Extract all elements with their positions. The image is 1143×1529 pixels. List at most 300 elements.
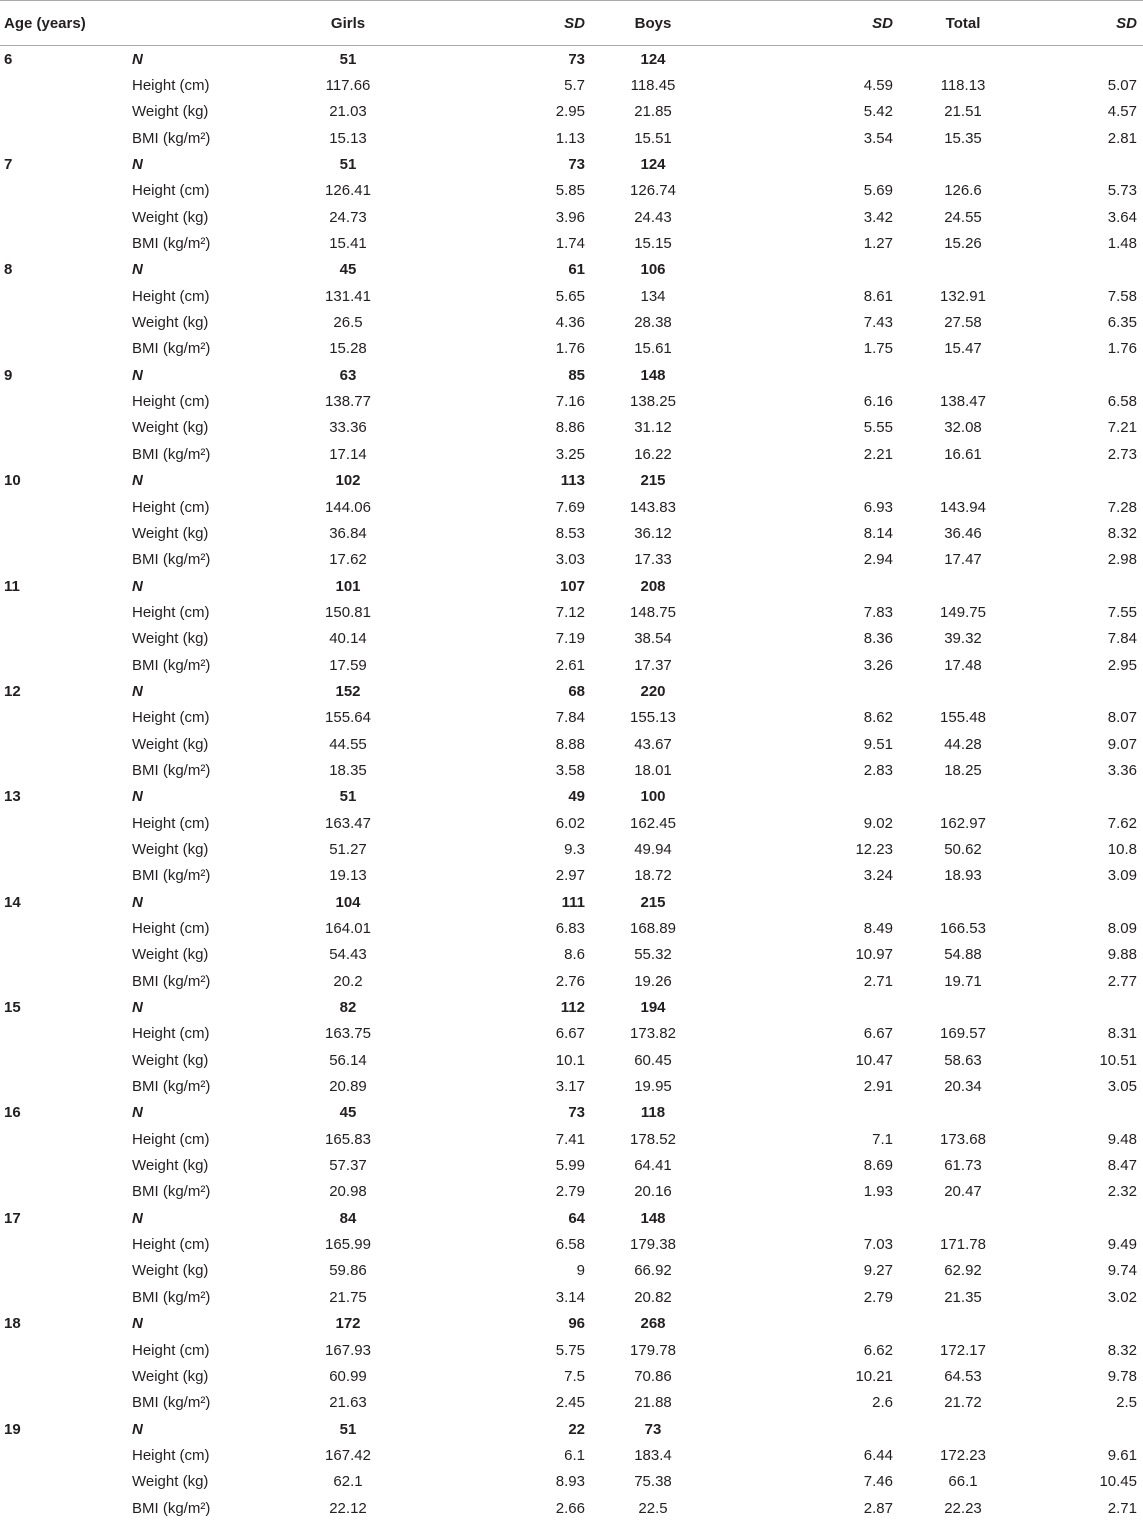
- n-girls-cell: 45: [339, 1104, 357, 1122]
- height-girls-cell: 126.41: [325, 182, 371, 200]
- n-label: N: [132, 1104, 143, 1122]
- n-boys-sd-cell: [713, 46, 903, 73]
- bmi-girls-cell: 19.13: [329, 867, 367, 885]
- height-label: Height (cm): [132, 182, 210, 200]
- weight-boys-sd-cell: 5.55: [863, 419, 893, 437]
- age-empty-cell: [0, 1469, 128, 1495]
- n-boys-cell: 124: [640, 156, 666, 174]
- n-total-cell: [903, 151, 1023, 177]
- table-row-n: [0, 151, 1143, 177]
- age-empty-cell: [0, 178, 128, 204]
- n-total-sd-cell: [1023, 573, 1143, 599]
- table-row-n: [0, 573, 1143, 599]
- age-empty-cell: [0, 1126, 128, 1152]
- bmi-boys-sd-cell: 2.83: [863, 761, 893, 779]
- height-total-sd-cell: 8.07: [1107, 709, 1137, 727]
- weight-girls-sd-cell: 3.96: [555, 208, 585, 226]
- n-total-sd-cell: [1023, 1416, 1143, 1442]
- weight-total-sd-cell: 6.35: [1107, 314, 1137, 332]
- bmi-girls-sd-cell: 3.03: [555, 551, 585, 569]
- n-girls-cell: 51: [339, 788, 357, 806]
- height-girls-sd-cell: 7.41: [555, 1130, 585, 1148]
- height-total-cell: 169.57: [940, 1025, 986, 1043]
- weight-boys-sd-cell: 10.97: [855, 946, 893, 964]
- n-boys-cell: 148: [640, 1209, 666, 1227]
- n-total-sd-cell: [1023, 46, 1143, 73]
- bmi-total-cell: 18.93: [944, 867, 982, 885]
- height-label: Height (cm): [132, 1130, 210, 1148]
- height-girls-cell: 138.77: [325, 393, 371, 411]
- height-boys-sd-cell: 7.83: [863, 603, 893, 621]
- n-total-sd-cell: [1023, 1205, 1143, 1231]
- n-label: N: [132, 50, 143, 68]
- weight-total-cell: 27.58: [944, 314, 982, 332]
- age-empty-cell: [0, 1021, 128, 1047]
- weight-total-sd-cell: 9.78: [1107, 1367, 1137, 1385]
- n-label: N: [132, 261, 143, 279]
- weight-boys-sd-cell: 7.43: [863, 314, 893, 332]
- n-total-sd-cell: [1023, 889, 1143, 915]
- n-girls-cell: 51: [339, 50, 357, 68]
- height-boys-cell: 162.45: [630, 814, 676, 832]
- bmi-girls-sd-cell: 2.66: [555, 1499, 585, 1517]
- age-cell: 15: [4, 999, 21, 1017]
- table-row-weight: [0, 99, 1143, 125]
- table-row-n: [0, 46, 1143, 73]
- n-total-sd-cell: [1023, 362, 1143, 388]
- bmi-girls-cell: 17.14: [329, 445, 367, 463]
- weight-boys-cell: 66.92: [634, 1262, 672, 1280]
- n-total-cell: [903, 1311, 1023, 1337]
- height-boys-cell: 143.83: [630, 498, 676, 516]
- bmi-label: BMI (kg/m²): [132, 340, 211, 358]
- bmi-label: BMI (kg/m²): [132, 129, 211, 147]
- height-girls-cell: 167.42: [325, 1446, 371, 1464]
- height-girls-sd-cell: 6.02: [555, 814, 585, 832]
- weight-total-cell: 24.55: [944, 208, 982, 226]
- height-label: Height (cm): [132, 77, 210, 95]
- height-label: Height (cm): [132, 1025, 210, 1043]
- weight-boys-cell: 28.38: [634, 314, 672, 332]
- age-empty-cell: [0, 1258, 128, 1284]
- n-total-cell: [903, 1416, 1023, 1442]
- height-boys-cell: 178.52: [630, 1130, 676, 1148]
- bmi-label: BMI (kg/m²): [132, 551, 211, 569]
- height-total-cell: 166.53: [940, 920, 986, 938]
- weight-girls-cell: 56.14: [329, 1051, 367, 1069]
- bmi-boys-cell: 18.72: [634, 867, 672, 885]
- weight-label: Weight (kg): [132, 1157, 209, 1175]
- height-total-sd-cell: 8.31: [1107, 1025, 1137, 1043]
- weight-total-cell: 32.08: [944, 419, 982, 437]
- n-girls-sd-cell: 73: [568, 50, 585, 68]
- bmi-girls-cell: 20.89: [329, 1078, 367, 1096]
- weight-total-sd-cell: 3.64: [1107, 208, 1137, 226]
- height-boys-cell: 168.89: [630, 920, 676, 938]
- age-empty-cell: [0, 1152, 128, 1178]
- bmi-label: BMI (kg/m²): [132, 1183, 211, 1201]
- height-total-cell: 132.91: [940, 287, 986, 305]
- bmi-label: BMI (kg/m²): [132, 235, 211, 253]
- bmi-girls-cell: 20.98: [329, 1183, 367, 1201]
- table-row-bmi: [0, 1179, 1143, 1205]
- height-boys-sd-cell: 9.02: [863, 814, 893, 832]
- bmi-boys-cell: 17.33: [634, 551, 672, 569]
- weight-label: Weight (kg): [132, 735, 209, 753]
- table-row-bmi: [0, 968, 1143, 994]
- bmi-boys-cell: 15.51: [634, 129, 672, 147]
- bmi-girls-cell: 17.62: [329, 551, 367, 569]
- height-boys-sd-cell: 7.1: [872, 1130, 893, 1148]
- age-empty-cell: [0, 1390, 128, 1416]
- age-empty-cell: [0, 388, 128, 414]
- height-total-cell: 172.17: [940, 1341, 986, 1359]
- bmi-boys-cell: 22.5: [638, 1499, 668, 1517]
- height-label: Height (cm): [132, 1446, 210, 1464]
- table-row-n: [0, 1100, 1143, 1126]
- weight-label: Weight (kg): [132, 524, 209, 542]
- weight-label: Weight (kg): [132, 1473, 209, 1491]
- n-girls-sd-cell: 111: [561, 893, 585, 911]
- bmi-girls-cell: 17.59: [329, 656, 367, 674]
- weight-boys-sd-cell: 5.42: [863, 103, 893, 121]
- table-row-n: [0, 1311, 1143, 1337]
- weight-label: Weight (kg): [132, 208, 209, 226]
- height-girls-cell: 117.66: [325, 77, 371, 95]
- weight-girls-cell: 24.73: [329, 208, 367, 226]
- bmi-total-sd-cell: 3.36: [1107, 761, 1137, 779]
- bmi-boys-sd-cell: 2.21: [863, 445, 893, 463]
- height-total-sd-cell: 7.58: [1107, 287, 1137, 305]
- bmi-boys-cell: 18.01: [634, 761, 672, 779]
- bmi-boys-sd-cell: 1.27: [863, 235, 893, 253]
- n-label: N: [132, 366, 143, 384]
- height-total-cell: 155.48: [940, 709, 986, 727]
- weight-total-sd-cell: 9.88: [1107, 946, 1137, 964]
- bmi-total-cell: 21.35: [944, 1288, 982, 1306]
- header-total: Total: [903, 1, 1023, 46]
- bmi-total-sd-cell: 2.73: [1107, 445, 1137, 463]
- weight-total-cell: 36.46: [944, 524, 982, 542]
- height-label: Height (cm): [132, 498, 210, 516]
- height-boys-cell: 118.45: [630, 77, 676, 95]
- height-girls-sd-cell: 6.58: [555, 1236, 585, 1254]
- height-girls-sd-cell: 6.67: [555, 1025, 585, 1043]
- n-boys-cell: 100: [640, 788, 666, 806]
- table-row-bmi: [0, 1495, 1143, 1521]
- age-empty-cell: [0, 810, 128, 836]
- table-row-weight: [0, 626, 1143, 652]
- height-label: Height (cm): [132, 393, 210, 411]
- table-row-weight: [0, 1469, 1143, 1495]
- weight-total-sd-cell: 10.51: [1099, 1051, 1137, 1069]
- weight-boys-sd-cell: 9.51: [863, 735, 893, 753]
- weight-total-cell: 54.88: [944, 946, 982, 964]
- age-empty-cell: [0, 520, 128, 546]
- n-girls-cell: 104: [335, 893, 361, 911]
- age-empty-cell: [0, 652, 128, 678]
- age-empty-cell: [0, 309, 128, 335]
- table-row-bmi: [0, 230, 1143, 256]
- bmi-girls-cell: 15.28: [329, 340, 367, 358]
- weight-girls-sd-cell: 2.95: [555, 103, 585, 121]
- bmi-girls-sd-cell: 1.74: [555, 235, 585, 253]
- n-boys-sd-cell: [713, 1311, 903, 1337]
- age-cell: 14: [4, 893, 21, 911]
- bmi-label: BMI (kg/m²): [132, 445, 211, 463]
- n-boys-sd-cell: [713, 889, 903, 915]
- height-total-sd-cell: 7.62: [1107, 814, 1137, 832]
- table-row-weight: [0, 731, 1143, 757]
- height-girls-sd-cell: 5.75: [555, 1341, 585, 1359]
- n-label: N: [132, 1420, 143, 1438]
- bmi-girls-cell: 15.13: [329, 129, 367, 147]
- table-header: [0, 1, 1143, 46]
- weight-total-sd-cell: 8.32: [1107, 524, 1137, 542]
- table-row-n: [0, 362, 1143, 388]
- bmi-boys-sd-cell: 3.24: [863, 867, 893, 885]
- n-boys-sd-cell: [713, 257, 903, 283]
- weight-girls-cell: 51.27: [329, 840, 367, 858]
- age-empty-cell: [0, 441, 128, 467]
- weight-girls-cell: 26.5: [333, 314, 363, 332]
- weight-label: Weight (kg): [132, 946, 209, 964]
- height-girls-cell: 163.75: [325, 1025, 371, 1043]
- n-girls-sd-cell: 107: [559, 577, 585, 595]
- n-total-sd-cell: [1023, 1311, 1143, 1337]
- bmi-girls-sd-cell: 1.76: [555, 340, 585, 358]
- n-total-sd-cell: [1023, 678, 1143, 704]
- age-empty-cell: [0, 968, 128, 994]
- age-empty-cell: [0, 836, 128, 862]
- n-label: N: [132, 682, 143, 700]
- height-total-sd-cell: 9.61: [1107, 1446, 1137, 1464]
- table-row-height: [0, 1126, 1143, 1152]
- height-label: Height (cm): [132, 287, 210, 305]
- bmi-total-cell: 17.48: [944, 656, 982, 674]
- height-girls-sd-cell: 7.16: [555, 393, 585, 411]
- age-cell: 12: [4, 682, 21, 700]
- bmi-girls-sd-cell: 3.17: [555, 1078, 585, 1096]
- height-total-cell: 149.75: [940, 603, 986, 621]
- weight-total-sd-cell: 9.07: [1107, 735, 1137, 753]
- height-girls-sd-cell: 5.85: [555, 182, 585, 200]
- header-label-spacer: [128, 1, 288, 46]
- n-total-cell: [903, 468, 1023, 494]
- n-boys-sd-cell: [713, 468, 903, 494]
- weight-boys-cell: 36.12: [634, 524, 672, 542]
- n-label: N: [132, 472, 143, 490]
- height-boys-sd-cell: 8.61: [863, 287, 893, 305]
- n-girls-sd-cell: 49: [568, 788, 585, 806]
- table-row-n: [0, 889, 1143, 915]
- age-cell: 10: [4, 472, 21, 490]
- weight-label: Weight (kg): [132, 314, 209, 332]
- n-girls-cell: 63: [339, 366, 357, 384]
- n-label: N: [132, 1315, 143, 1333]
- weight-boys-sd-cell: 3.42: [863, 208, 893, 226]
- n-girls-cell: 102: [335, 472, 361, 490]
- height-total-cell: 172.23: [940, 1446, 986, 1464]
- weight-boys-cell: 31.12: [634, 419, 672, 437]
- table-row-n: [0, 678, 1143, 704]
- weight-girls-sd-cell: 8.88: [555, 735, 585, 753]
- table-row-height: [0, 1337, 1143, 1363]
- table-row-height: [0, 283, 1143, 309]
- weight-total-cell: 61.73: [944, 1157, 982, 1175]
- bmi-girls-cell: 20.2: [333, 972, 363, 990]
- n-boys-cell: 268: [640, 1315, 666, 1333]
- height-girls-sd-cell: 5.7: [564, 77, 585, 95]
- weight-boys-sd-cell: 9.27: [863, 1262, 893, 1280]
- weight-boys-cell: 49.94: [634, 840, 672, 858]
- bmi-label: BMI (kg/m²): [132, 972, 211, 990]
- table-row-height: [0, 494, 1143, 520]
- height-boys-cell: 138.25: [630, 393, 676, 411]
- weight-boys-sd-cell: 10.21: [855, 1367, 893, 1385]
- age-empty-cell: [0, 731, 128, 757]
- age-empty-cell: [0, 757, 128, 783]
- n-boys-cell: 220: [640, 682, 666, 700]
- age-cell: 18: [4, 1315, 21, 1333]
- n-label: N: [132, 788, 143, 806]
- weight-boys-sd-cell: 8.14: [863, 524, 893, 542]
- height-boys-cell: 173.82: [630, 1025, 676, 1043]
- height-girls-cell: 155.64: [325, 709, 371, 727]
- weight-total-sd-cell: 10.8: [1107, 840, 1137, 858]
- height-girls-cell: 144.06: [325, 498, 371, 516]
- table-row-weight: [0, 204, 1143, 230]
- weight-girls-sd-cell: 9.3: [564, 840, 585, 858]
- age-empty-cell: [0, 599, 128, 625]
- age-empty-cell: [0, 1047, 128, 1073]
- n-girls-cell: 152: [335, 682, 361, 700]
- bmi-boys-sd-cell: 2.79: [863, 1288, 893, 1306]
- height-girls-cell: 165.99: [325, 1236, 371, 1254]
- weight-label: Weight (kg): [132, 840, 209, 858]
- bmi-boys-cell: 21.88: [634, 1394, 672, 1412]
- bmi-boys-cell: 20.82: [634, 1288, 672, 1306]
- weight-girls-sd-cell: 7.5: [564, 1367, 585, 1385]
- age-cell: 17: [4, 1209, 21, 1227]
- height-boys-cell: 148.75: [630, 603, 676, 621]
- weight-total-cell: 62.92: [944, 1262, 982, 1280]
- weight-girls-sd-cell: 9: [576, 1262, 585, 1280]
- table-body: [0, 46, 1143, 1522]
- bmi-girls-sd-cell: 3.58: [555, 761, 585, 779]
- weight-total-cell: 21.51: [944, 103, 982, 121]
- bmi-boys-cell: 16.22: [634, 445, 672, 463]
- n-boys-cell: 208: [640, 577, 666, 595]
- bmi-total-sd-cell: 3.02: [1107, 1288, 1137, 1306]
- weight-label: Weight (kg): [132, 630, 209, 648]
- n-girls-cell: 84: [339, 1209, 357, 1227]
- weight-girls-sd-cell: 10.1: [555, 1051, 585, 1069]
- bmi-boys-sd-cell: 2.71: [863, 972, 893, 990]
- bmi-boys-sd-cell: 2.94: [863, 551, 893, 569]
- table-row-height: [0, 915, 1143, 941]
- n-label: N: [132, 893, 143, 911]
- table-row-n: [0, 784, 1143, 810]
- weight-boys-sd-cell: 8.69: [863, 1157, 893, 1175]
- age-cell: 8: [4, 261, 13, 279]
- weight-total-sd-cell: 8.47: [1107, 1157, 1137, 1175]
- table-row-bmi: [0, 757, 1143, 783]
- age-empty-cell: [0, 1073, 128, 1099]
- height-girls-cell: 150.81: [325, 603, 371, 621]
- weight-boys-cell: 60.45: [634, 1051, 672, 1069]
- bmi-girls-sd-cell: 2.61: [555, 656, 585, 674]
- table-row-height: [0, 388, 1143, 414]
- bmi-label: BMI (kg/m²): [132, 656, 211, 674]
- n-boys-sd-cell: [713, 573, 903, 599]
- bmi-total-cell: 20.47: [944, 1183, 982, 1201]
- age-empty-cell: [0, 336, 128, 362]
- weight-boys-cell: 43.67: [634, 735, 672, 753]
- weight-boys-cell: 38.54: [634, 630, 672, 648]
- age-empty-cell: [0, 1231, 128, 1257]
- weight-boys-cell: 21.85: [634, 103, 672, 121]
- bmi-total-sd-cell: 2.95: [1107, 656, 1137, 674]
- height-girls-sd-cell: 6.83: [555, 920, 585, 938]
- table-row-height: [0, 72, 1143, 98]
- n-total-cell: [903, 1205, 1023, 1231]
- table-row-n: [0, 1205, 1143, 1231]
- height-boys-cell: 155.13: [630, 709, 676, 727]
- height-label: Height (cm): [132, 709, 210, 727]
- bmi-boys-cell: 19.26: [634, 972, 672, 990]
- bmi-boys-sd-cell: 2.6: [872, 1394, 893, 1412]
- weight-boys-sd-cell: 10.47: [855, 1051, 893, 1069]
- age-empty-cell: [0, 547, 128, 573]
- bmi-boys-sd-cell: 3.26: [863, 656, 893, 674]
- height-boys-sd-cell: 6.62: [863, 1341, 893, 1359]
- bmi-girls-cell: 21.75: [329, 1288, 367, 1306]
- bmi-boys-cell: 15.61: [634, 340, 672, 358]
- height-total-cell: 173.68: [940, 1130, 986, 1148]
- bmi-total-sd-cell: 2.77: [1107, 972, 1137, 990]
- bmi-total-cell: 15.47: [944, 340, 982, 358]
- weight-girls-cell: 21.03: [329, 103, 367, 121]
- weight-boys-sd-cell: 8.36: [863, 630, 893, 648]
- table-row-n: [0, 1416, 1143, 1442]
- weight-total-cell: 44.28: [944, 735, 982, 753]
- height-girls-sd-cell: 7.84: [555, 709, 585, 727]
- n-total-cell: [903, 784, 1023, 810]
- bmi-total-cell: 20.34: [944, 1078, 982, 1096]
- height-boys-cell: 179.78: [630, 1341, 676, 1359]
- n-total-sd-cell: [1023, 468, 1143, 494]
- weight-boys-sd-cell: 12.23: [855, 840, 893, 858]
- bmi-girls-cell: 21.63: [329, 1394, 367, 1412]
- weight-total-cell: 58.63: [944, 1051, 982, 1069]
- n-boys-sd-cell: [713, 1100, 903, 1126]
- weight-total-sd-cell: 7.21: [1107, 419, 1137, 437]
- n-boys-sd-cell: [713, 1205, 903, 1231]
- n-girls-cell: 172: [335, 1315, 361, 1333]
- age-empty-cell: [0, 1442, 128, 1468]
- n-boys-cell: 73: [644, 1420, 662, 1438]
- height-boys-sd-cell: 6.44: [863, 1446, 893, 1464]
- height-total-sd-cell: 8.09: [1107, 920, 1137, 938]
- n-girls-cell: 51: [339, 156, 357, 174]
- height-total-sd-cell: 7.55: [1107, 603, 1137, 621]
- height-boys-sd-cell: 4.59: [863, 77, 893, 95]
- bmi-total-sd-cell: 2.81: [1107, 129, 1137, 147]
- bmi-total-sd-cell: 3.09: [1107, 867, 1137, 885]
- table-row-height: [0, 178, 1143, 204]
- table-row-bmi: [0, 1073, 1143, 1099]
